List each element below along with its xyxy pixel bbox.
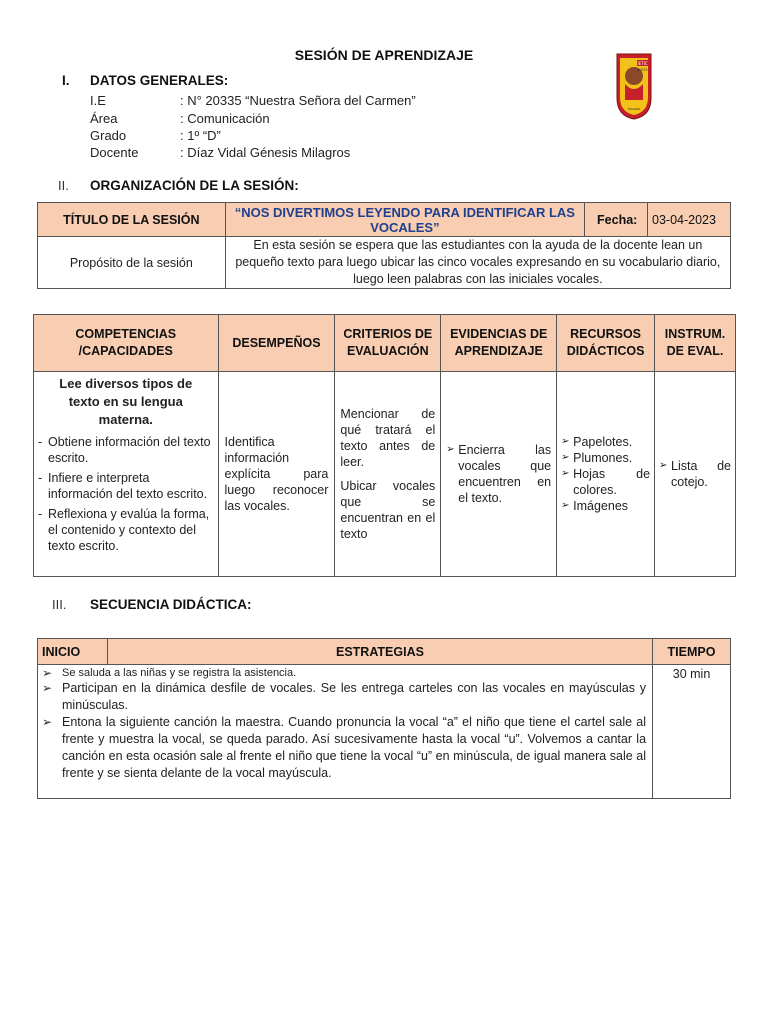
session-title-label: TÍTULO DE LA SESIÓN — [38, 203, 226, 237]
tiempo-cell: 30 min — [653, 665, 731, 799]
instrumento-cell — [655, 372, 736, 577]
col-header-competencias: COMPETENCIAS /CAPACIDADES — [34, 315, 219, 372]
recursos-list — [561, 434, 650, 514]
svg-text:20335: 20335 — [637, 68, 648, 72]
field-label: I.E — [90, 93, 106, 108]
svg-text:HUAURA: HUAURA — [627, 107, 641, 111]
competencia-cell — [34, 372, 219, 577]
strategy-item: ➢ Se saluda a las niñas y se registra la asistencia. — [38, 666, 646, 680]
svg-text:IETIC: IETIC — [637, 61, 648, 66]
date-value: 03-04-2023 — [648, 203, 731, 237]
strategies-cell — [38, 665, 653, 799]
col-header-instrumento: INSTRUM. DE EVAL. — [655, 315, 736, 372]
section-3-heading: SECUENCIA DIDÁCTICA: — [90, 597, 252, 612]
col-header-estrategias: ESTRATEGIAS — [107, 639, 652, 665]
recurso-item: ➢ Plumones. — [561, 450, 650, 466]
capacidad-item: - Reflexiona y evalúa la forma, el contenido y contexto del texto escrito. — [36, 506, 216, 554]
strategies-list — [38, 666, 646, 782]
session-organization-table — [37, 202, 731, 289]
col-header-tiempo: TIEMPO — [653, 639, 731, 665]
evidencia-cell — [441, 372, 557, 577]
school-crest-logo — [615, 50, 653, 120]
field-value: : Díaz Vidal Génesis Milagros — [180, 145, 351, 160]
field-label: Grado — [90, 128, 127, 143]
date-label: Fecha: — [585, 203, 648, 237]
capacidad-item: - Infiere e interpreta información del texto escrito. — [36, 470, 216, 502]
section-3-number: III. — [52, 597, 67, 612]
criterios-cell — [335, 372, 441, 577]
recurso-item: ➢ Imágenes — [561, 498, 650, 514]
col-header-recursos: RECURSOS DIDÁCTICOS — [557, 315, 655, 372]
section-1-number: I. — [62, 73, 70, 88]
purpose-label: Propósito de la sesión — [38, 237, 226, 289]
document-title: SESIÓN DE APRENDIZAJE — [294, 47, 474, 63]
competencia-title: Lee diversos tipos de texto en su lengua materna. — [59, 376, 193, 427]
field-label: Docente — [90, 145, 139, 160]
criterio-item: Ubicar vocales que se encuentran en el texto — [340, 479, 436, 541]
evidencia-item: ➢ Encierra las vocales que encuentren en el texto. — [446, 442, 551, 506]
strategy-item: ➢ Participan en la dinámica desfile de vocales. Se les entrega carteles con las vocales en mayúsculas y minúsculas. — [38, 680, 646, 714]
capacidades-list — [36, 434, 216, 554]
col-header-criterios: CRITERIOS DE EVALUACIÓN — [335, 315, 441, 372]
desempeno-cell: Identifica información explícita para luego reconocer las vocales. — [218, 372, 335, 577]
purpose-text: En esta sesión se espera que las estudiantes con la ayuda de la docente lean un pequeño texto para luego ubicar las cinco vocales expresando en su vocabulario diario, luego leen palabras con las iniciales vocales. — [225, 237, 730, 289]
session-title-value: “NOS DIVERTIMOS LEYENDO PARA IDENTIFICAR LAS VOCALES” — [225, 203, 584, 237]
didactic-sequence-table — [37, 638, 731, 799]
col-header-desempenos: DESEMPEÑOS — [218, 315, 335, 372]
field-value: : N° 20335 “Nuestra Señora del Carmen” — [180, 93, 416, 108]
section-2-heading: ORGANIZACIÓN DE LA SESIÓN: — [90, 178, 299, 193]
recurso-item: ➢ Papelotes. — [561, 434, 650, 450]
field-value: : Comunicación — [180, 111, 270, 126]
criterio-item: Mencionar de qué tratará el texto antes de leer. — [340, 407, 436, 469]
col-header-inicio: INICIO — [38, 639, 108, 665]
section-2-number: II. — [58, 178, 69, 193]
section-1-heading: DATOS GENERALES: — [90, 73, 229, 88]
col-header-evidencias: EVIDENCIAS DE APRENDIZAJE — [441, 315, 557, 372]
recurso-item: ➢ Hojas de colores. — [561, 466, 650, 498]
capacidad-item: - Obtiene información del texto escrito. — [36, 434, 216, 466]
instrumento-item: ➢ Lista de cotejo. — [659, 458, 731, 490]
recursos-cell — [557, 372, 655, 577]
competencies-table — [33, 314, 736, 577]
field-value: : 1º “D” — [180, 128, 221, 143]
field-label: Área — [90, 111, 118, 126]
strategy-item: ➢ Entona la siguiente canción la maestra. Cuando pronuncia la vocal “a” el niño que tiene el cartel sale al frente y muestra la vocal, se queda parado. Así sucesivamente hasta la vocal “u”. Volvemos a cantar la canción en esta ocasión sale al frente el niño que tiene la vocal “u” en minúscula, de igual manera sale al frente y se sienta delante de la vocal mayúscula. — [38, 714, 646, 782]
